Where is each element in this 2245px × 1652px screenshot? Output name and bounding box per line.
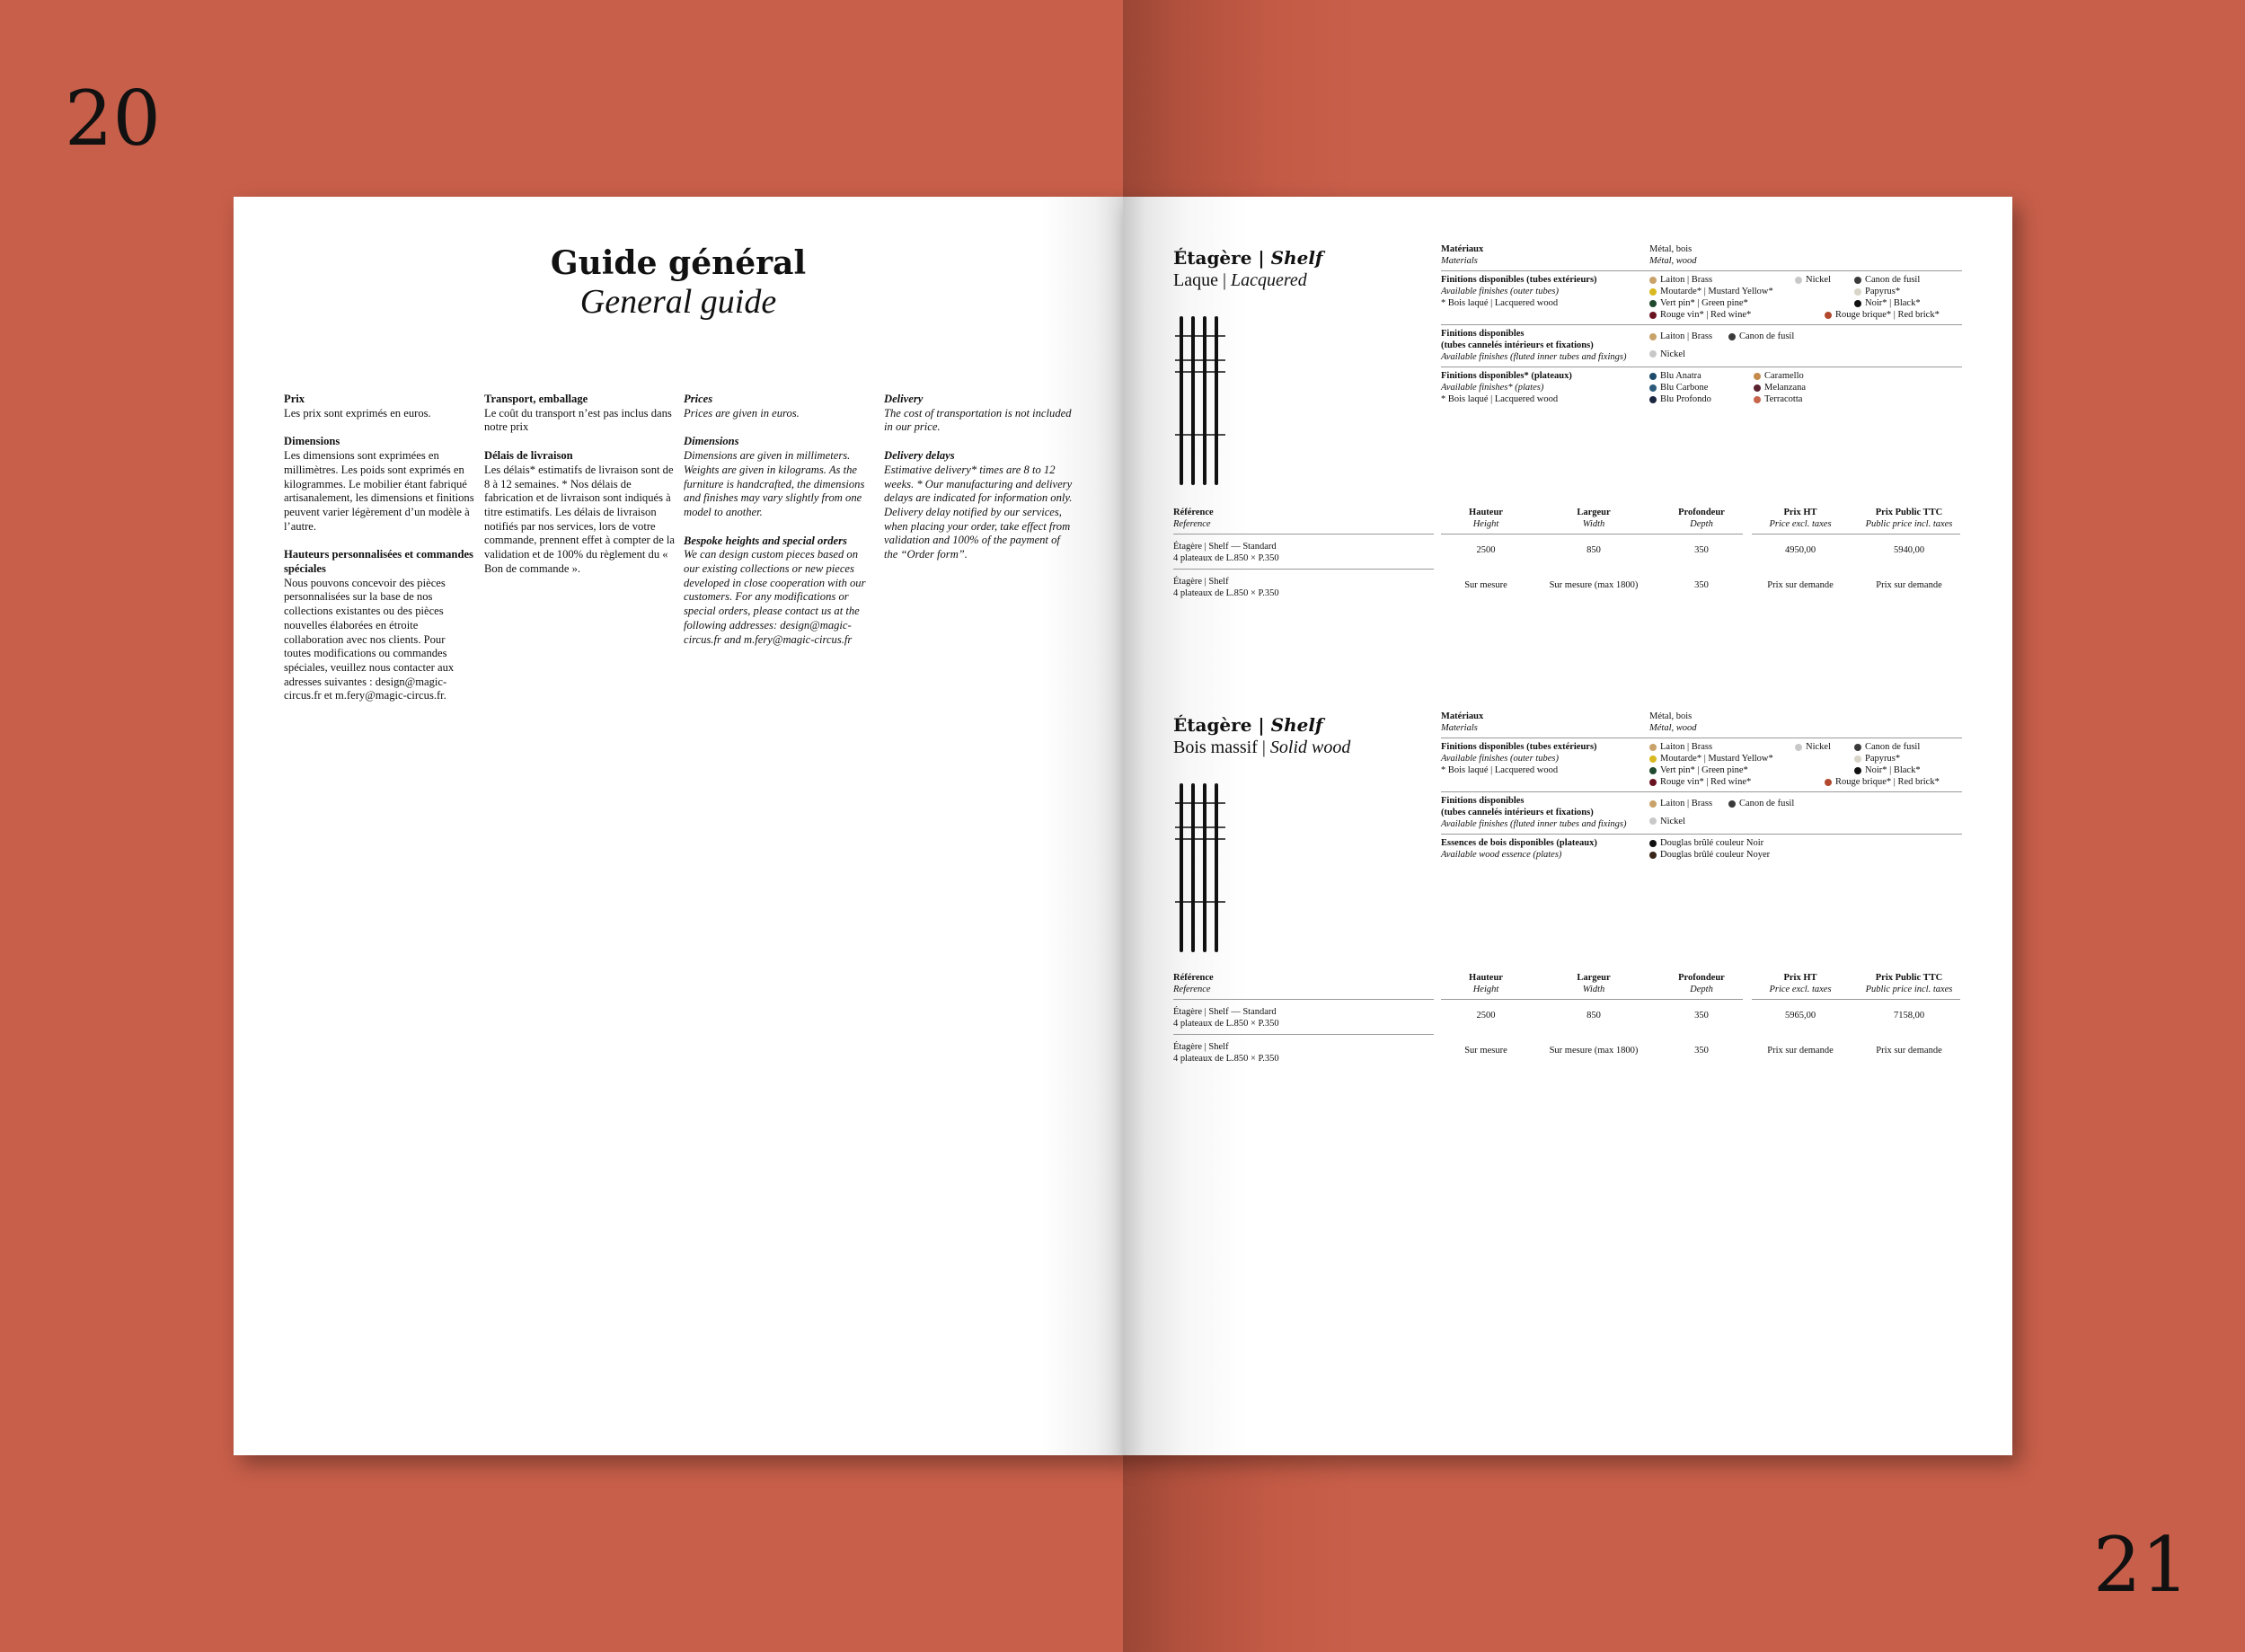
swatch-item: Papyrus* bbox=[1854, 753, 1962, 764]
swatch-item: Rouge brique* | Red brick* bbox=[1825, 776, 1959, 788]
section-heading: Prices bbox=[684, 393, 713, 405]
product-solid-wood bbox=[1173, 713, 1982, 1162]
section-heading: Dimensions bbox=[684, 435, 739, 448]
table-row: Étagère | Shelf 4 plateaux de L.850 × P.350 Sur mesure Sur mesure (max 1800) 350 Prix sur demande Prix sur demande bbox=[1173, 1042, 1942, 1064]
swatch-item: Rouge vin* | Red wine* bbox=[1649, 309, 1825, 321]
section-heading: Hauteurs personnalisées et commandes spéciales bbox=[284, 548, 473, 576]
black-swatch-icon bbox=[1854, 767, 1861, 774]
redbrick-swatch-icon bbox=[1825, 312, 1832, 319]
caramello-swatch-icon bbox=[1754, 373, 1761, 380]
section-text: We can design custom pieces based on our existing collections or new pieces developed in close cooperation with our customers. For any modifications or special orders, please contact us at the following addresses: design@magic-circus.fr and m.fery@magic-circus.fr bbox=[684, 548, 866, 646]
table-row: Étagère | Shelf — Standard 4 plateaux de L.850 × P.350 2500 850 350 5965,00 7158,00 bbox=[1173, 1007, 1925, 1029]
guide-column-en-2 bbox=[884, 393, 1074, 577]
guide-column-en-1 bbox=[684, 393, 874, 661]
section-text: Dimensions are given in millimeters. Weights are given in kilograms. As the furniture is handcrafted, the dimensions and finishes may vary slightly from one model to another. bbox=[684, 449, 865, 518]
product-lacquered bbox=[1173, 246, 1982, 695]
swatch-item: Moutarde* | Mustard Yellow* bbox=[1649, 753, 1854, 764]
spec-finishes-outer: Finitions disponibles (tubes extérieurs) Available finishes (outer tubes) * Bois laqué | Lacquered wood Laiton | Brass Nickel Canon de fusil Moutarde* | Mustard Yellow* Papyrus* Vert pin* | Green pine* Noir* | Black* Rouge vin* | Red wine* Rouge brique* | Red brick* bbox=[1441, 738, 1962, 792]
swatch-item: Caramello bbox=[1754, 370, 1933, 382]
table-header: Référence Reference Hauteur Height Largeur Width Profondeur Depth Prix HT Price excl. taxes Prix Public TTC Public price incl. taxes bbox=[1173, 508, 1953, 529]
specs-table bbox=[1441, 241, 1962, 409]
right-page bbox=[1123, 197, 2012, 1455]
section-heading: Dimensions bbox=[284, 435, 340, 448]
swatch-item: Canon de fusil bbox=[1728, 795, 1908, 813]
nickel-swatch-icon bbox=[1649, 350, 1657, 358]
section-text: Les dimensions sont exprimées en millimètres. Les poids sont exprimés en kilogrammes. Le mobilier étant fabriqué artisanalement, les dimensions et finitions peuvent varier légèrement d’un modèle à l’autre. bbox=[284, 449, 474, 533]
redwine-swatch-icon bbox=[1649, 779, 1657, 786]
guide-column-fr-1 bbox=[284, 393, 474, 718]
swatch-item: Laiton | Brass bbox=[1649, 741, 1795, 753]
shelf-illustration bbox=[1173, 778, 1227, 958]
swatch-item: Nickel bbox=[1649, 346, 1962, 364]
swatch-item: Vert pin* | Green pine* bbox=[1649, 764, 1854, 776]
spec-wood: Essences de bois disponibles (plateaux) Available wood essence (plates) Douglas brûlé couleur Noir Douglas brûlé couleur Noyer bbox=[1441, 835, 1962, 864]
spec-materials: Matériaux Materials Métal, bois Métal, wood bbox=[1441, 708, 1962, 738]
swatch-item: Nickel bbox=[1795, 741, 1854, 753]
swatch-item: Noir* | Black* bbox=[1854, 297, 1962, 309]
terracotta-swatch-icon bbox=[1754, 396, 1761, 403]
spec-finishes-outer: Finitions disponibles (tubes extérieurs) Available finishes (outer tubes) * Bois laqué | Lacquered wood Laiton | Brass Nickel Canon de fusil Moutarde* | Mustard Yellow* Papyrus* Vert pin* | Green pine* Noir* | Black* Rouge vin* | Red wine* Rouge brique* | Red brick* bbox=[1441, 271, 1962, 325]
section-text: Nous pouvons concevoir des pièces personnalisées sur la base de nos collections existantes ou des pièces nouvelles élaborées en étroite collaboration avec nos clients. Pour toutes modifications ou commandes spéciales, veuillez nous contacter aux adresses suivantes : design@magic-circus.fr et m.fery@magic-circus.fr. bbox=[284, 576, 455, 702]
melanzana-swatch-icon bbox=[1754, 384, 1761, 392]
swatch-item: Canon de fusil bbox=[1728, 328, 1908, 346]
specs-table bbox=[1441, 708, 1962, 864]
green-swatch-icon bbox=[1649, 767, 1657, 774]
swatch-item: Nickel bbox=[1795, 274, 1854, 286]
spec-finishes-inner: Finitions disponibles (tubes cannelés intérieurs et fixations) Available finishes (fluted inner tubes and fixings) Laiton | Brass Canon de fusil Nickel bbox=[1441, 325, 1962, 367]
section-text: Les prix sont exprimés en euros. bbox=[284, 406, 431, 420]
guide-heading bbox=[234, 243, 1123, 321]
swatch-item: Nickel bbox=[1649, 813, 1962, 831]
section-text: Prices are given in euros. bbox=[684, 406, 800, 420]
papyrus-swatch-icon bbox=[1854, 288, 1861, 296]
swatch-item: Canon de fusil bbox=[1854, 274, 1962, 286]
nickel-swatch-icon bbox=[1649, 817, 1657, 825]
nickel-swatch-icon bbox=[1795, 277, 1802, 284]
guide-column-fr-2 bbox=[484, 393, 675, 590]
gunmetal-swatch-icon bbox=[1728, 800, 1736, 808]
brass-swatch-icon bbox=[1649, 277, 1657, 284]
section-text: Le coût du transport n’est pas inclus dans notre prix bbox=[484, 406, 672, 434]
swatch-item: Blu Profondo bbox=[1649, 393, 1754, 405]
price-table bbox=[1173, 507, 1964, 604]
shelf-illustration bbox=[1173, 311, 1227, 490]
swatch-item: Moutarde* | Mustard Yellow* bbox=[1649, 286, 1854, 297]
gunmetal-swatch-icon bbox=[1728, 333, 1736, 340]
section-text: The cost of transportation is not included in our price. bbox=[884, 406, 1072, 434]
section-text: Estimative delivery* times are 8 to 12 weeks. * Our manufacturing and delivery delays are indicated for information only. Delivery delay notified by our services, when placing your order, take effect from validation and 100% of the payment of the “Order form”. bbox=[884, 463, 1073, 561]
swatch-item: Canon de fusil bbox=[1854, 741, 1962, 753]
swatch-item: Papyrus* bbox=[1854, 286, 1962, 297]
spec-finishes-plates: Finitions disponibles* (plateaux) Available finishes* (plates) * Bois laqué | Lacquered wood Blu Anatra Caramello Blu Carbone Melanzana Blu Profondo Terracotta bbox=[1441, 367, 1962, 409]
guide-title: Guide général bbox=[550, 244, 807, 282]
swatch-item: Noir* | Black* bbox=[1854, 764, 1962, 776]
nickel-swatch-icon bbox=[1795, 744, 1802, 751]
swatch-item: Melanzana bbox=[1754, 382, 1933, 393]
section-heading: Delivery bbox=[884, 393, 924, 405]
section-heading: Délais de livraison bbox=[484, 449, 573, 463]
swatch-item: Blu Anatra bbox=[1649, 370, 1754, 382]
section-heading: Delivery delays bbox=[884, 449, 955, 463]
brass-swatch-icon bbox=[1649, 333, 1657, 340]
redwine-swatch-icon bbox=[1649, 312, 1657, 319]
mustard-swatch-icon bbox=[1649, 288, 1657, 296]
bluanatra-swatch-icon bbox=[1649, 373, 1657, 380]
product-title: Étagère | Shelf bbox=[1173, 247, 1323, 269]
blucarbone-swatch-icon bbox=[1649, 384, 1657, 392]
swatch-item: Vert pin* | Green pine* bbox=[1649, 297, 1854, 309]
brass-swatch-icon bbox=[1649, 744, 1657, 751]
mustard-swatch-icon bbox=[1649, 755, 1657, 763]
section-heading: Transport, emballage bbox=[484, 393, 588, 405]
brass-swatch-icon bbox=[1649, 800, 1657, 808]
swatch-item: Rouge vin* | Red wine* bbox=[1649, 776, 1825, 788]
table-header: Référence Reference Hauteur Height Largeur Width Profondeur Depth Prix HT Price excl. taxes Prix Public TTC Public price incl. taxes bbox=[1173, 973, 1953, 994]
swatch-item: Douglas brûlé couleur Noyer bbox=[1649, 849, 1962, 861]
redbrick-swatch-icon bbox=[1825, 779, 1832, 786]
guide-subtitle: General guide bbox=[579, 283, 777, 321]
green-swatch-icon bbox=[1649, 300, 1657, 307]
swatch-item: Laiton | Brass bbox=[1649, 328, 1728, 346]
section-heading: Prix bbox=[284, 393, 305, 405]
price-table bbox=[1173, 972, 1964, 1069]
gunmetal-swatch-icon bbox=[1854, 277, 1861, 284]
swatch-item: Laiton | Brass bbox=[1649, 795, 1728, 813]
spec-materials: Matériaux Materials Métal, bois Métal, wood bbox=[1441, 241, 1962, 271]
swatch-item: Terracotta bbox=[1754, 393, 1933, 405]
black-swatch-icon bbox=[1854, 300, 1861, 307]
page-number-left: 20 bbox=[65, 75, 161, 163]
product-title: Étagère | Shelf bbox=[1173, 714, 1323, 736]
papyrus-swatch-icon bbox=[1854, 755, 1861, 763]
douglas-noir-swatch-icon bbox=[1649, 840, 1657, 847]
gunmetal-swatch-icon bbox=[1854, 744, 1861, 751]
bluprofondo-swatch-icon bbox=[1649, 396, 1657, 403]
section-text: Les délais* estimatifs de livraison sont de 8 à 12 semaines. * Nos délais de fabrication et de livraison sont indiqués à titre estimatifs. Les délais de livraison notifiés par nos services, lors de votre commande, prennent effet à compter de la validation et de 100% du règlement du « Bon de commande ». bbox=[484, 463, 676, 575]
section-heading: Bespoke heights and special orders bbox=[684, 534, 847, 547]
swatch-item: Blu Carbone bbox=[1649, 382, 1754, 393]
left-page bbox=[234, 197, 1123, 1455]
swatch-item: Rouge brique* | Red brick* bbox=[1825, 309, 1959, 321]
spec-finishes-inner: Finitions disponibles (tubes cannelés intérieurs et fixations) Available finishes (fluted inner tubes and fixings) Laiton | Brass Canon de fusil Nickel bbox=[1441, 792, 1962, 835]
swatch-item: Laiton | Brass bbox=[1649, 274, 1795, 286]
page-number-right: 21 bbox=[2093, 1521, 2189, 1609]
swatch-item: Douglas brûlé couleur Noir bbox=[1649, 837, 1962, 849]
douglas-noyer-swatch-icon bbox=[1649, 852, 1657, 859]
product-subtitle: Bois massif | Solid wood bbox=[1173, 738, 1351, 757]
table-row: Étagère | Shelf 4 plateaux de L.850 × P.350 Sur mesure Sur mesure (max 1800) 350 Prix sur demande Prix sur demande bbox=[1173, 577, 1942, 598]
table-row: Étagère | Shelf — Standard 4 plateaux de L.850 × P.350 2500 850 350 4950,00 5940,00 bbox=[1173, 542, 1925, 563]
product-subtitle: Laque | Lacquered bbox=[1173, 270, 1307, 290]
